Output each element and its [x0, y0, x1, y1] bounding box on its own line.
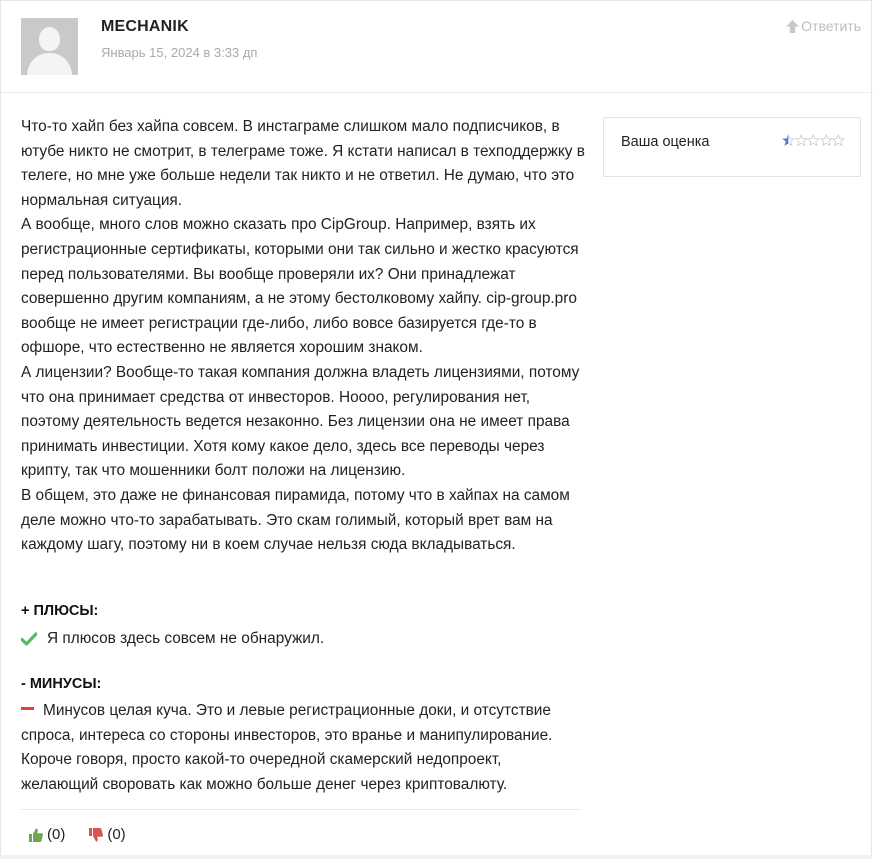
vote-bar: [29, 826, 126, 843]
comment-text: Что-то хайп без хайпа совсем. В инстаграме слишком мало подписчиков, в ютубе никто не смотрит, в телеграме тоже. Я кстати написал в техподдержку в телеге, но мне уже больше недели так никто и не ответил. Не думаю, что это нормальная ситуация. А вообще, много слов можно сказать про CipGroup. Например, взять их регистрационные сертификаты, которыми они так сильно и жестко красуются перед пользователями. Вы вообще проверяли их? Они принадлежат совершенно другим компаниям, а не этому бестолковому хайпу. cip-group.pro вообще не имеет регистрации где-либо, либо вовсе базируется где-то в офшоре, что естественно не является хорошим знаком. А лицензии? Вообще-то такая компания должна владеть лицензиями, потому что она принимает средства от инвесторов. Ноооо, регулирования нет, поэтому деятельность ведется незаконно. Без лицензии она не имеет права принимать инвестиции. Хотя кому какое дело, здесь все переводы через крипту, так что мошенники болт положи на лицензию. В общем, это даже не финансовая пирамида, потому что в хайпах на самом деле можно что-то зарабатывать. Это скам голимый, который врет вам на каждому шагу, поэтому ни в коем случае нельзя сюда вкладываться.: [21, 118, 585, 554]
avatar-body: [27, 53, 72, 75]
rating-label: Ваша оценка: [621, 134, 710, 150]
pros-item: [21, 627, 324, 651]
rating-box: [603, 117, 861, 177]
comment-date: Январь 15, 2024 в 3:33 дп: [101, 45, 258, 60]
minus-icon: [21, 707, 34, 710]
check-icon: [21, 632, 37, 646]
thumbs-down-icon: [89, 828, 103, 842]
avatar-head: [39, 27, 60, 51]
star-icon[interactable]: [832, 134, 845, 147]
like-button[interactable]: [29, 826, 65, 843]
author-name: MECHANIK: [101, 18, 189, 35]
pros-title: + ПЛЮСЫ:: [21, 603, 99, 619]
cons-title: - МИНУСЫ:: [21, 676, 102, 692]
divider: [21, 809, 581, 810]
comment-body: [21, 115, 586, 558]
reply-button[interactable]: [786, 18, 861, 34]
star-icon[interactable]: [795, 134, 808, 147]
star-icon[interactable]: [820, 134, 833, 147]
star-icon[interactable]: [807, 134, 820, 147]
dislike-count: (0): [107, 826, 126, 843]
cons-text: Минусов целая куча. Это и левые регистрационные доки, и отсутствие спроса, интереса со стороны инвесторов, это вранье и манипулирование. Короче говоря, просто какой-то очередной скамерский недопроект, желающий своровать как можно больше денег через криптовалюту.: [21, 702, 553, 793]
like-count: (0): [47, 826, 66, 843]
cons-item: [21, 699, 581, 797]
rating-stars[interactable]: [782, 134, 845, 147]
arrow-up-icon: [786, 20, 799, 33]
reply-label: Ответить: [801, 18, 861, 34]
thumbs-up-icon: [29, 828, 43, 842]
dislike-button[interactable]: [89, 826, 125, 843]
avatar: [21, 18, 78, 75]
bottom-divider: [0, 855, 872, 859]
comment-header: [1, 1, 873, 93]
star-icon[interactable]: [782, 134, 795, 147]
pros-text: Я плюсов здесь совсем не обнаружил.: [47, 630, 325, 647]
